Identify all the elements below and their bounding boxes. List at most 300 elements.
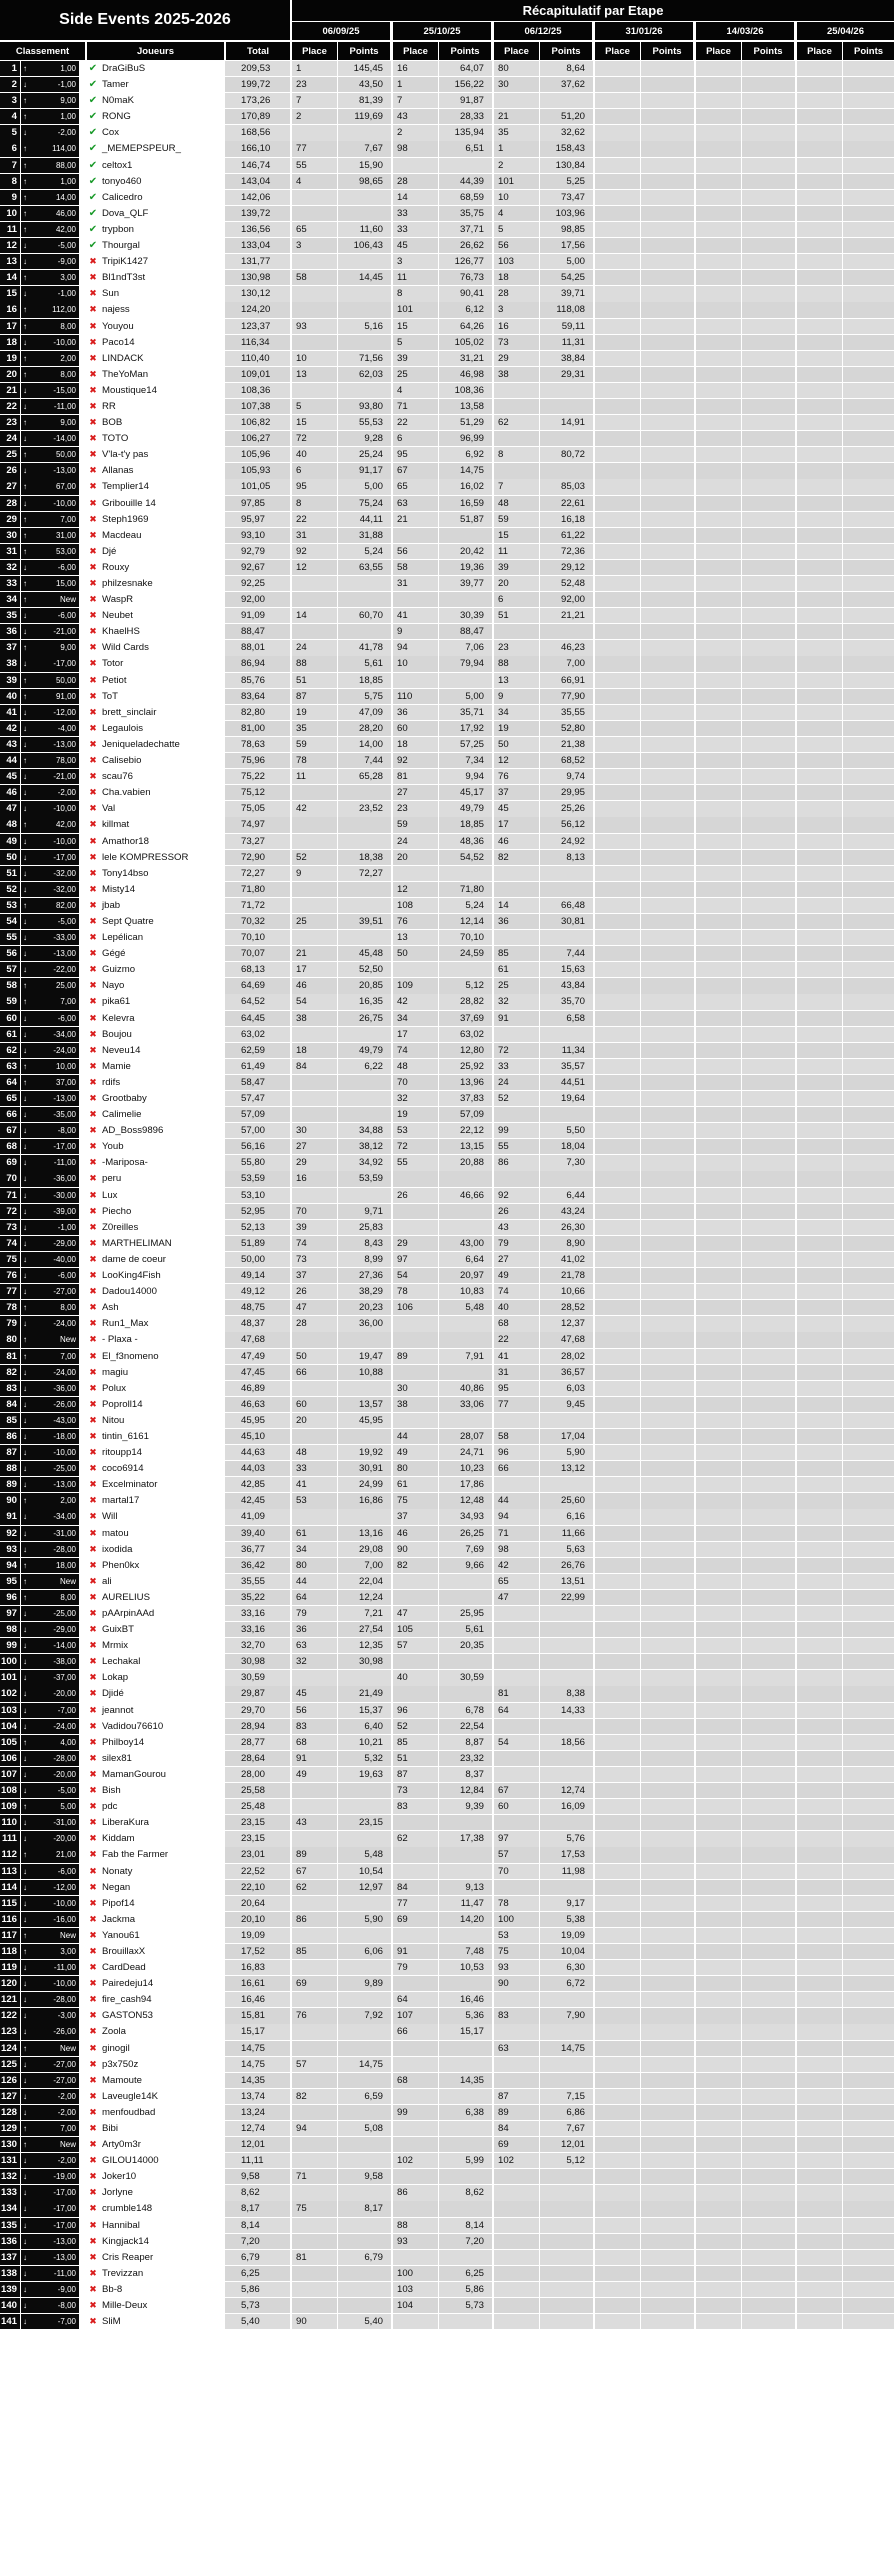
stage-place [292,302,337,317]
player-name: fire_cash94 [102,1994,152,2006]
stage-points: 73,47 [540,190,593,205]
stage-place: 85 [494,946,539,961]
stage-points: 8,90 [540,1236,593,1251]
stage-place [292,1783,337,1798]
stage-points [843,1204,894,1219]
table-row [0,2153,894,2169]
arrow-down-icon: ↓ [23,2268,27,2278]
check-icon: ✔ [88,63,98,74]
stage-points: 22,04 [338,1574,391,1589]
arrow-down-icon: ↓ [23,1673,27,1683]
player-name: trypbon [102,223,134,235]
stage-place: 84 [393,1880,438,1895]
player-name: Misty14 [102,883,136,895]
stage-place [595,1912,640,1927]
stage-place: 5 [393,335,438,350]
stage-points [641,1268,694,1283]
stage-place [494,1654,539,1669]
stage-place [595,817,640,832]
rank-cell: 122 [0,2008,20,2023]
stage-points [641,2008,694,2023]
stage-place [696,1815,741,1830]
stage-points [338,1332,391,1347]
stage-place: 24 [393,834,438,849]
stage-place: 97 [393,1252,438,1267]
stage-place [494,1815,539,1830]
stage-points [439,528,492,543]
stage-points: 34,93 [439,1509,492,1524]
total-points: 88,01 [225,640,290,655]
stage-points: 79,94 [439,656,492,671]
stage-place: 44 [393,1429,438,1444]
rank-trend [21,1365,79,1380]
total-points: 6,79 [225,2250,290,2265]
arrow-up-icon: ↑ [23,224,27,234]
stage-place [595,1123,640,1138]
header-points: Points [843,42,894,60]
stage-points: 8,64 [540,61,593,76]
stage-place [797,2201,842,2216]
stage-place [595,850,640,865]
stage-place: 77 [494,1397,539,1412]
stage-points: 14,91 [540,415,593,430]
header-place: Place [696,42,741,60]
stage-points: 10,54 [338,1864,391,1879]
stage-place [797,1864,842,1879]
stage-points [742,2234,795,2249]
total-points: 72,90 [225,850,290,865]
stage-place: 51 [393,1751,438,1766]
stage-place: 35 [292,721,337,736]
stage-points: 13,15 [439,1139,492,1154]
stage-place [696,560,741,575]
stage-points [843,1043,894,1058]
stage-place [696,2282,741,2297]
table-row [0,801,894,817]
stage-points [742,624,795,639]
stage-points [641,2024,694,2039]
trend-value: -24,00 [53,1721,76,1731]
stage-place [494,2024,539,2039]
trend-value: -17,00 [53,2220,76,2230]
cross-icon: ✖ [89,738,97,749]
stage-place [393,1847,438,1862]
stage-place [797,1847,842,1862]
rank-cell: 51 [0,866,20,881]
cross-icon: ✖ [89,2010,97,2021]
table-row [0,1606,894,1622]
rank-cell: 102 [0,1686,20,1701]
trend-value: 82,00 [55,900,76,910]
stage-place: 69 [292,1976,337,1991]
stage-place: 87 [393,1767,438,1782]
stage-points: 5,00 [540,254,593,269]
rank-cell: 42 [0,721,20,736]
trend-value: -36,00 [53,1383,76,1393]
stage-points [540,866,593,881]
stage-place [393,2089,438,2104]
player-name: Lokap [102,1672,129,1684]
stage-place [797,61,842,76]
stage-place [797,2008,842,2023]
player-name: Cox [102,127,120,139]
stage-points: 38,29 [338,1284,391,1299]
stage-place [797,1944,842,1959]
stage-points: 5,16 [338,319,391,334]
stage-points [641,914,694,929]
cross-icon: ✖ [89,706,97,717]
stage-place: 35 [494,125,539,140]
stage-place [595,689,640,704]
header-place: Place [292,42,337,60]
stage-points: 7,21 [338,1606,391,1621]
stage-place: 34 [393,1011,438,1026]
stage-points [641,1123,694,1138]
stage-place [595,141,640,156]
trend-value: -38,00 [53,1657,76,1667]
stage-points [641,978,694,993]
total-points: 133,04 [225,238,290,253]
table-row [0,673,894,689]
stage-points: 36,57 [540,1365,593,1380]
trend-value: -14,00 [53,1641,76,1651]
stage-place [696,528,741,543]
rank-cell: 38 [0,656,20,671]
stage-place: 28 [393,174,438,189]
stage-points: 30,59 [439,1670,492,1685]
stage-place [696,1316,741,1331]
rank-trend [21,1638,79,1653]
rank-cell: 100 [0,1654,20,1669]
stage-place [696,705,741,720]
table-row [0,1300,894,1316]
stage-place [797,2250,842,2265]
stage-place: 37 [393,1509,438,1524]
table-row [0,415,894,431]
check-icon: ✔ [88,79,98,91]
stage-place: 16 [292,1171,337,1186]
stage-place [595,1622,640,1637]
cross-icon: ✖ [89,1044,97,1055]
stage-points: 11,60 [338,222,391,237]
player-name: Joker10 [102,2171,137,2183]
stage-points: 10,88 [338,1365,391,1380]
stage-place [696,898,741,913]
total-points: 42,85 [225,1477,290,1492]
arrow-down-icon: ↓ [23,1995,27,2005]
total-points: 75,05 [225,801,290,816]
trend-value: -6,00 [57,1271,76,1281]
stage-place [696,1638,741,1653]
header-points: Points [439,42,491,60]
stage-place [494,1477,539,1492]
stage-points [338,1188,391,1203]
stage-place [797,109,842,124]
total-points: 52,13 [225,1220,290,1235]
total-points: 108,36 [225,383,290,398]
stage-place [797,1558,842,1573]
stage-place [696,463,741,478]
stage-date: 06/09/25 [292,22,390,40]
table-row [0,1011,894,1027]
player-name: Djidé [102,1688,124,1700]
stage-points: 8,38 [540,1686,593,1701]
trend-value: 67,00 [55,482,76,492]
stage-place [696,834,741,849]
stage-points [742,1590,795,1605]
player-name: Amathor18 [102,835,149,847]
total-points: 29,70 [225,1703,290,1718]
stage-place: 60 [393,721,438,736]
stage-place [393,1316,438,1331]
rank-cell: 58 [0,978,20,993]
stage-points [641,1413,694,1428]
player-name: N0maK [102,95,134,107]
stage-date: 25/10/25 [393,22,491,40]
player-name: LiberaKura [102,1817,149,1829]
player-name: Nayo [102,980,125,992]
stage-points [641,1719,694,1734]
player-name: Moustique14 [102,384,157,396]
stage-points [338,1091,391,1106]
stage-points [843,656,894,671]
player-name: coco6914 [102,1463,144,1475]
rank-cell: 104 [0,1719,20,1734]
rank-cell: 72 [0,1204,20,1219]
rank-trend [21,769,79,784]
rank-cell: 56 [0,946,20,961]
stage-place [696,1847,741,1862]
stage-place: 59 [494,512,539,527]
stage-place [797,1027,842,1042]
stage-points: 60,70 [338,608,391,623]
stage-place: 7 [393,93,438,108]
stage-points [540,930,593,945]
arrow-down-icon: ↓ [23,1705,27,1715]
stage-points [338,930,391,945]
stage-place: 5 [292,399,337,414]
stage-points: 54,52 [439,850,492,865]
stage-place: 8 [292,496,337,511]
rank-trend [21,367,79,382]
stage-points [439,1204,492,1219]
table-row [0,1027,894,1043]
stage-points [742,254,795,269]
stage-points [641,1670,694,1685]
stage-points: 24,99 [338,1477,391,1492]
rank-trend [21,2169,79,2184]
cross-icon: ✖ [89,1801,97,1812]
trend-value: -18,00 [53,1431,76,1441]
rank-trend [21,1654,79,1669]
rank-trend [21,1622,79,1637]
stage-points: 6,16 [540,1509,593,1524]
stage-place [696,2121,741,2136]
player-name: Polux [102,1382,126,1394]
header-players: Joueurs [87,42,224,60]
table-row [0,2057,894,2073]
arrow-down-icon: ↓ [23,2027,27,2037]
stage-points [843,1429,894,1444]
rank-cell: 118 [0,1944,20,1959]
stage-place [494,1413,539,1428]
stage-place [797,286,842,301]
table-row [0,125,894,141]
stage-place [595,1493,640,1508]
stage-place [696,431,741,446]
trend-value: -5,00 [57,916,76,926]
trend-value: 3,00 [60,273,76,283]
stage-points: 6,64 [439,1252,492,1267]
stage-place [696,1558,741,1573]
stage-points [641,335,694,350]
stage-points [641,2250,694,2265]
player-name: najess [102,304,130,316]
stage-points [641,2314,694,2329]
table-row [0,351,894,367]
stage-place [595,882,640,897]
stage-points: 27,54 [338,1622,391,1637]
stage-place: 47 [292,1300,337,1315]
stage-place [797,77,842,92]
stage-points [641,1783,694,1798]
stage-points [641,383,694,398]
stage-points [843,1236,894,1251]
stage-points: 6,51 [439,141,492,156]
stage-points: 26,75 [338,1011,391,1026]
rank-cell: 24 [0,431,20,446]
rank-cell: 17 [0,319,20,334]
stage-place: 8 [393,286,438,301]
stage-points [540,882,593,897]
stage-points: 8,14 [439,2218,492,2233]
cross-icon: ✖ [89,1060,97,1071]
stage-points [439,962,492,977]
player-name: peru [102,1173,122,1185]
rank-trend [21,2185,79,2200]
stage-place [595,319,640,334]
total-points: 58,47 [225,1075,290,1090]
stage-place: 26 [393,1188,438,1203]
player-name: Poproll14 [102,1398,143,1410]
stage-place: 56 [292,1703,337,1718]
trend-value: 88,00 [55,160,76,170]
stage-place [797,1316,842,1331]
rank-cell: 117 [0,1928,20,1943]
stage-place [696,2105,741,2120]
stage-place [797,1928,842,1943]
table-row [0,479,894,495]
total-points: 168,56 [225,125,290,140]
stage-points [742,528,795,543]
rank-trend [21,1075,79,1090]
stage-points: 13,51 [540,1574,593,1589]
stage-points [742,1622,795,1637]
stage-points [742,447,795,462]
total-points: 91,09 [225,608,290,623]
rank-trend [21,1542,79,1557]
stage-place [494,93,539,108]
stage-points [742,335,795,350]
trend-value: -10,00 [53,1898,76,1908]
stage-points: 92,00 [540,592,593,607]
total-points: 63,02 [225,1027,290,1042]
cross-icon: ✖ [89,948,97,959]
rank-cell: 5 [0,125,20,140]
stage-points: 7,44 [338,753,391,768]
stage-place [696,174,741,189]
table-row [0,1397,894,1413]
stage-points: 28,07 [439,1429,492,1444]
trend-value: 7,00 [60,514,76,524]
stage-place: 41 [494,1349,539,1364]
stage-points [641,1960,694,1975]
stage-place [696,673,741,688]
cross-icon: ✖ [89,2219,97,2230]
stage-place: 94 [292,2121,337,2136]
stage-points [338,2073,391,2088]
stage-points: 33,06 [439,1397,492,1412]
stage-place [494,882,539,897]
stage-points: 5,50 [540,1123,593,1138]
stage-place [292,1670,337,1685]
trend-value: -28,00 [53,1753,76,1763]
stage-place [595,914,640,929]
table-row [0,1284,894,1300]
stage-points: 39,71 [540,286,593,301]
stage-points [742,206,795,221]
table-row [0,2250,894,2266]
stage-place: 51 [494,608,539,623]
stage-place [797,1059,842,1074]
stage-place: 48 [292,1445,337,1460]
stage-points [742,1719,795,1734]
cross-icon: ✖ [89,851,97,862]
stage-points: 9,28 [338,431,391,446]
rank-trend [21,158,79,173]
stage-points: 6,72 [540,1976,593,1991]
rank-cell: 45 [0,769,20,784]
stage-points: 43,84 [540,978,593,993]
stage-points: 7,67 [540,2121,593,2136]
stage-place: 43 [494,1220,539,1235]
table-row [0,93,894,109]
stage-points [641,2137,694,2152]
trend-value: -20,00 [53,1834,76,1844]
stage-place [696,77,741,92]
stage-place [696,2185,741,2200]
rank-trend [21,2298,79,2313]
cross-icon: ✖ [89,787,97,798]
stage-place: 25 [494,978,539,993]
stage-points [641,351,694,366]
rank-cell: 86 [0,1429,20,1444]
table-row [0,1220,894,1236]
stage-points [843,1011,894,1026]
stage-points [742,2169,795,2184]
rank-cell: 68 [0,1139,20,1154]
stage-place [797,2282,842,2297]
stage-place [595,673,640,688]
rank-trend [21,1799,79,1814]
stage-points: 20,85 [338,978,391,993]
stage-points [742,2314,795,2329]
player-name: GuixBT [102,1624,134,1636]
stage-place [696,1059,741,1074]
arrow-down-icon: ↓ [23,498,27,508]
stage-points [742,1155,795,1170]
stage-place: 34 [494,705,539,720]
